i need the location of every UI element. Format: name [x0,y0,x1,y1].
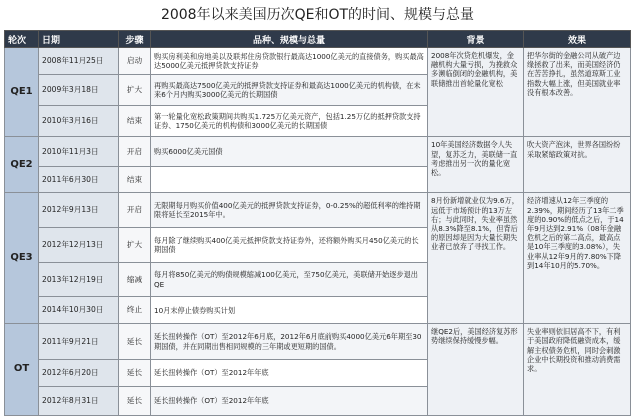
row-date: 2010年3月16日 [39,106,119,137]
row-date: 2012年8月31日 [39,386,119,415]
group-label-qe2: QE2 [5,137,39,193]
qe-ot-table [4,30,631,416]
row-desc: 无限期每月购买价值400亿美元的抵押贷款支持证券，0-0.25%的超低利率的维持期限将延长至2015年中。 [151,193,428,228]
row-step: 延长 [119,386,151,415]
group-background-ot: 继QE2后，美国经济复苏形势继续保持缓慢步幅。 [428,324,524,416]
group-background-qe2: 10年美国经济数据令人失望，复苏乏力，美联储一直考虑推出另一次的量化宽松。 [428,137,524,193]
row-date: 2012年9月13日 [39,193,119,228]
row-desc: 10月末停止债券购买计划 [151,297,428,324]
row-step: 扩大 [119,74,151,105]
row-desc: 再购买最高达7500亿美元的抵押贷款支持证券和最高达1000亿美元的机构债，在未来6个月内购买3000亿美元的长期国债 [151,74,428,105]
row-desc [151,166,428,193]
row-date: 2010年11月3日 [39,137,119,166]
row-date: 2012年6月20日 [39,360,119,387]
row-step: 延长 [119,324,151,360]
row-desc: 第一轮量化宽松政策期间共购买1.725万亿美元资产，包括1.25万亿的抵押贷款支持证券、1750亿美元的机构债和3000亿美元的长期国债 [151,106,428,137]
header-desc: 品种、规模与总量 [151,31,428,48]
header-round: 轮次 [5,31,39,48]
row-desc: 购买6000亿美元国债 [151,137,428,166]
row-desc: 延长扭转操作（OT）至2012年年底 [151,360,428,387]
table-row [5,324,631,360]
row-step: 启动 [119,48,151,75]
header-step: 步骤 [119,31,151,48]
row-desc: 延长扭转操作（OT）至2012年6月底，2012年6月底前购买4000亿美元6年期至30期国债，并在同期出售相同规模的三年期或更短期的国债。 [151,324,428,360]
row-desc: 购买房利美和房地美以及联邦住房贷款银行最高达1000亿美元的直接债务，购买最高达5000亿美元抵押贷款支持证券 [151,48,428,75]
row-desc: 每月除了继续购买400亿美元抵押贷款支持证券外，还将额外购买月450亿美元的长期国债 [151,228,428,263]
row-step: 终止 [119,297,151,324]
row-step: 缩减 [119,262,151,297]
row-desc: 每月将850亿美元的购债规模缩减100亿美元，至750亿美元，美联储开始逐步退出QE [151,262,428,297]
header-date: 日期 [39,31,119,48]
row-date: 2009年3月18日 [39,74,119,105]
table-row [5,137,631,166]
row-step: 扩大 [119,228,151,263]
group-effect-qe3: 经济增速从12年三季度的2.39%，期间经历了13年二季度的0.90%的低点之后，于14年9月达到2.91%（08年金融危机之后的第二高点，最高点是10年三季度的3.08%），失业率从12年9月的7.80%下降到14年10月的5.70%。 [524,193,631,324]
group-background-qe1: 2008年次贷危机爆发，金融机构大量亏损，为挽救众多濒临倒闭的金融机构，美联储推出首轮量化宽松 [428,48,524,137]
row-date: 2011年6月30日 [39,166,119,193]
row-desc: 延长扭转操作（OT）至2012年年底 [151,386,428,415]
table-row [5,48,631,75]
row-date: 2008年11月25日 [39,48,119,75]
row-step: 开启 [119,137,151,166]
page-title: 2008年以来美国历次QE和OT的时间、规模与总量 [160,7,475,23]
row-date: 2011年9月21日 [39,324,119,360]
header-background: 背景 [428,31,524,48]
header-effect: 效果 [524,31,631,48]
group-background-qe3: 8月份新增就业仅为9.6万，远低于市场预计的13万左右；与此同时，失业率虽然从8.3%降至8.1%，但背后的原因却是因为大量长期失业者已放弃了寻找工作。 [428,193,524,324]
group-label-ot: OT [5,324,39,416]
row-step: 结束 [119,106,151,137]
group-effect-qe1: 把华尔街的金融公司从破产边缘拯救了出来，而美国经济仍在苦苦挣扎，虽然道琼斯工业指数大幅上涨，但美国就业率没有根本改善。 [524,48,631,137]
row-step: 延长 [119,360,151,387]
row-step: 结束 [119,166,151,193]
row-date: 2013年12月19日 [39,262,119,297]
header-row [5,31,631,48]
row-date: 2012年12月13日 [39,228,119,263]
group-label-qe1: QE1 [5,48,39,137]
table-row [5,193,631,228]
row-step: 开启 [119,193,151,228]
group-effect-qe2: 吹大资产泡沫，世界各国纷纷采取紧缩政策对抗。 [524,137,631,193]
row-date: 2014年10月30日 [39,297,119,324]
group-effect-ot: 失业率则依旧居高不下，有利于美国政府降低融资成本，缓解主权债务危机，同时会刺激企业中长期投资和推动消费需求。 [524,324,631,416]
group-label-qe3: QE3 [5,193,39,324]
